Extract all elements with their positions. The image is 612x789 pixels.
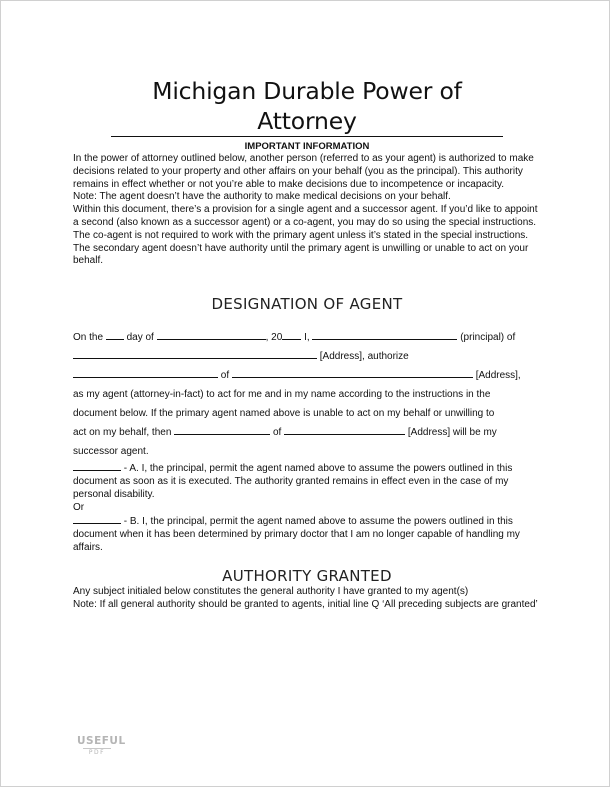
agent-of-label: of [220,370,230,382]
option-b [73,514,541,554]
form-line-attorney: as my agent (attorney-in-fact) to act for me and in my name according to the instructions in the [73,389,491,401]
medical-note: Note: The agent doesn’t have the authority to make medical decisions on your behalf. [73,191,451,203]
then-label: act on my behalf, then [73,427,172,439]
option-b-text: - B. I, the principal, permit the agent named above to assume the powers outlined in this document when it has been determined by primary doctor that I am no longer capable of handling my affairs. [73,516,520,553]
logo-sub-text: PDF [83,748,111,756]
agent-address-label: [Address], [475,370,521,382]
option-a-initial-blank[interactable] [73,461,121,471]
form-line-date [73,328,541,347]
intro-paragraph: In the power of attorney outlined below, another person (referred to as your agent) is authorized to make decisions related to your property and other affairs on your behalf (you as the principal). This authority remains in effect whether or not you’re able to make decisions due to incompetence or incapacity. [73,153,534,190]
successor-of-label: of [272,427,282,439]
option-a [73,461,541,501]
address-authorize-label: [Address], authorize [319,351,409,363]
form-line-successor [73,423,541,442]
principal-name-blank[interactable] [312,330,457,340]
day-blank[interactable] [106,330,124,340]
successor-address-blank[interactable] [284,425,405,435]
principal-address-blank[interactable] [73,349,317,359]
year-blank[interactable] [282,330,301,340]
or-text: Or [73,501,85,513]
designation-form [73,328,541,461]
document-body [73,76,541,611]
important-information-heading: IMPORTANT INFORMATION [244,141,370,152]
authority-initial-line: Any subject initialed below constitutes the general authority I have granted to my agent(s) [73,585,469,597]
day-of-label: day of [126,332,154,344]
successor-info-paragraph: Within this document, there’s a provision for a single agent and a successor agent. If you’d like to appoint a second (also known as a successor agent) or a co-agent, you may do so using the special instructions. The co-agent is not required to work with the primary agent unless it’s stated in the special instructions. The secondary agent doesn’t have authority until the primary agent is unwilling or unable to act on your behalf. [73,204,538,267]
option-a-text: - A. I, the principal, permit the agent named above to assume the powers outlined in this document as soon as it is executed. The authority granted remains in effect even in the case of my personal disability. [73,463,513,500]
on-the-label: On the [73,332,104,344]
principal-of-label: (principal) of [460,332,516,344]
logo-main-text: USEFUL [77,735,126,747]
month-blank[interactable] [157,330,266,340]
form-line-principal-address [73,347,541,366]
option-b-initial-blank[interactable] [73,514,121,524]
usefulpdf-logo [77,735,126,758]
authority-note: Note: If all general authority should be granted to agents, initial line Q ‘All preceding subjects are granted’ [73,598,538,610]
form-line-document: document below. If the primary agent named above is unable to act on my behalf or unwilling to [73,408,495,420]
document-title: Michigan Durable Power of Attorney [111,76,503,137]
designation-heading: DESIGNATION OF AGENT [211,295,403,314]
year-prefix-label: , 20 [265,332,283,344]
agent-address-blank[interactable] [232,368,473,378]
agent-name-blank[interactable] [73,368,218,378]
principal-i-label: I, [304,332,310,344]
form-line-successor-agent: successor agent. [73,446,149,458]
successor-address-label: [Address] will be my [407,427,497,439]
authority-heading: AUTHORITY GRANTED [222,566,392,585]
successor-name-blank[interactable] [174,425,270,435]
form-line-agent [73,366,541,385]
